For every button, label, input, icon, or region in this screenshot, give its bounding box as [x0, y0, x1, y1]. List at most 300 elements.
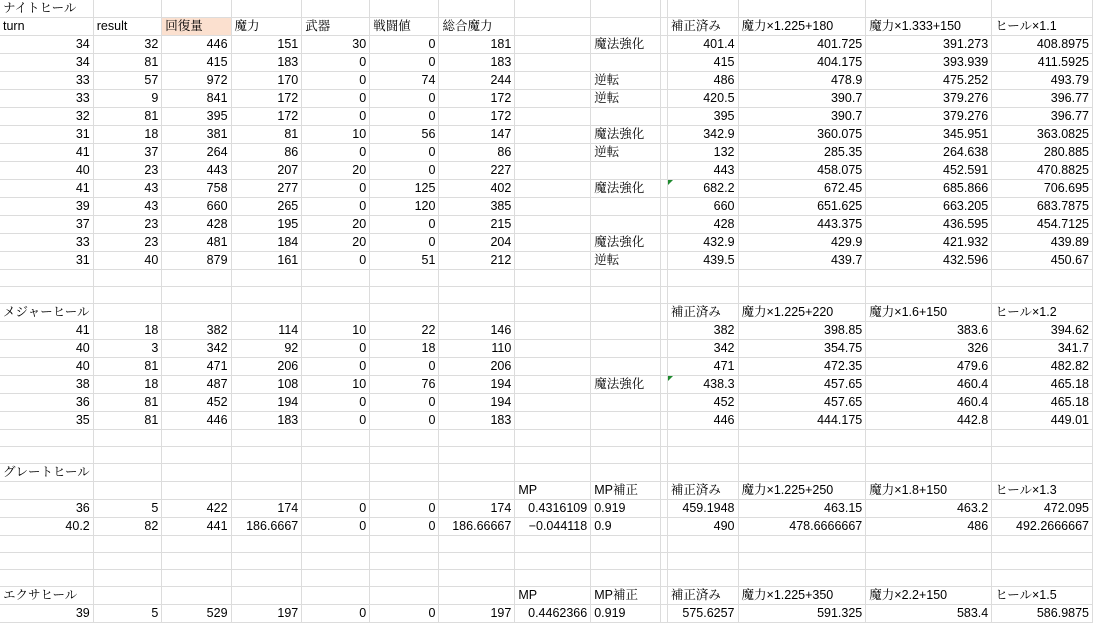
cell-A25[interactable]	[0, 430, 93, 447]
cell-D9[interactable]: 86	[231, 144, 302, 162]
cell-C32[interactable]	[162, 553, 231, 570]
cell-B31[interactable]	[93, 536, 162, 553]
cell-N34[interactable]: ヒール×1.5	[992, 587, 1093, 605]
cell-D23[interactable]: 194	[231, 394, 302, 412]
cell-F26[interactable]	[370, 447, 439, 464]
cell-C20[interactable]: 342	[162, 340, 231, 358]
cell-K32[interactable]	[667, 553, 738, 570]
cell-M17[interactable]	[866, 287, 992, 304]
cell-K4[interactable]: 415	[667, 54, 738, 72]
cell-C12[interactable]: 660	[162, 198, 231, 216]
cell-D17[interactable]	[231, 287, 302, 304]
cell-A29[interactable]: 36	[0, 500, 93, 518]
cell-L18[interactable]: 魔力×1.225+220	[738, 304, 866, 322]
cell-A11[interactable]: 41	[0, 180, 93, 198]
cell-N25[interactable]	[992, 430, 1093, 447]
cell-K9[interactable]: 132	[667, 144, 738, 162]
cell-I25[interactable]	[591, 430, 661, 447]
cell-G12[interactable]: 385	[439, 198, 515, 216]
cell-B19[interactable]: 18	[93, 322, 162, 340]
cell-B25[interactable]	[93, 430, 162, 447]
cell-K2[interactable]: 補正済み	[667, 18, 738, 36]
cell-K19[interactable]: 382	[667, 322, 738, 340]
cell-L26[interactable]	[738, 447, 866, 464]
cell-D28[interactable]	[231, 482, 302, 500]
comment-indicator-icon[interactable]	[668, 180, 673, 185]
cell-E35[interactable]: 0	[302, 605, 370, 623]
cell-H27[interactable]	[515, 464, 591, 482]
cell-J17[interactable]	[660, 287, 667, 304]
cell-K17[interactable]	[667, 287, 738, 304]
cell-H31[interactable]	[515, 536, 591, 553]
cell-K34[interactable]: 補正済み	[667, 587, 738, 605]
cell-E14[interactable]: 20	[302, 234, 370, 252]
cell-J26[interactable]	[660, 447, 667, 464]
cell-F31[interactable]	[370, 536, 439, 553]
cell-I30[interactable]: 0.9	[591, 518, 661, 536]
cell-C34[interactable]	[162, 587, 231, 605]
cell-F33[interactable]	[370, 570, 439, 587]
cell-N21[interactable]: 482.82	[992, 358, 1093, 376]
cell-I8[interactable]: 魔法強化	[591, 126, 661, 144]
cell-N7[interactable]: 396.77	[992, 108, 1093, 126]
cell-A8[interactable]: 31	[0, 126, 93, 144]
cell-I4[interactable]	[591, 54, 661, 72]
cell-M7[interactable]: 379.276	[866, 108, 992, 126]
cell-E31[interactable]	[302, 536, 370, 553]
cell-A34[interactable]: エクサヒール	[0, 587, 93, 605]
cell-K35[interactable]: 575.6257	[667, 605, 738, 623]
cell-F30[interactable]: 0	[370, 518, 439, 536]
cell-J23[interactable]	[660, 394, 667, 412]
cell-E6[interactable]: 0	[302, 90, 370, 108]
cell-H15[interactable]	[515, 252, 591, 270]
cell-I27[interactable]	[591, 464, 661, 482]
cell-G25[interactable]	[439, 430, 515, 447]
cell-M31[interactable]	[866, 536, 992, 553]
cell-M3[interactable]: 391.273	[866, 36, 992, 54]
cell-G15[interactable]: 212	[439, 252, 515, 270]
cell-B20[interactable]: 3	[93, 340, 162, 358]
cell-G33[interactable]	[439, 570, 515, 587]
cell-K11[interactable]	[667, 180, 738, 198]
cell-N26[interactable]	[992, 447, 1093, 464]
cell-A13[interactable]: 37	[0, 216, 93, 234]
cell-D24[interactable]: 183	[231, 412, 302, 430]
cell-I10[interactable]	[591, 162, 661, 180]
cell-G7[interactable]: 172	[439, 108, 515, 126]
cell-I13[interactable]	[591, 216, 661, 234]
cell-D32[interactable]	[231, 553, 302, 570]
cell-F32[interactable]	[370, 553, 439, 570]
cell-E15[interactable]: 0	[302, 252, 370, 270]
cell-B18[interactable]	[93, 304, 162, 322]
cell-J30[interactable]	[660, 518, 667, 536]
cell-D12[interactable]: 265	[231, 198, 302, 216]
cell-J12[interactable]	[660, 198, 667, 216]
cell-H10[interactable]	[515, 162, 591, 180]
cell-F35[interactable]: 0	[370, 605, 439, 623]
cell-E24[interactable]: 0	[302, 412, 370, 430]
cell-B5[interactable]: 57	[93, 72, 162, 90]
cell-J5[interactable]	[660, 72, 667, 90]
cell-M34[interactable]: 魔力×2.2+150	[866, 587, 992, 605]
cell-M29[interactable]: 463.2	[866, 500, 992, 518]
cell-H9[interactable]	[515, 144, 591, 162]
cell-N4[interactable]: 411.5925	[992, 54, 1093, 72]
cell-C15[interactable]: 879	[162, 252, 231, 270]
cell-I12[interactable]	[591, 198, 661, 216]
cell-N8[interactable]: 363.0825	[992, 126, 1093, 144]
cell-J18[interactable]	[660, 304, 667, 322]
cell-L31[interactable]	[738, 536, 866, 553]
cell-C11[interactable]: 758	[162, 180, 231, 198]
cell-C23[interactable]: 452	[162, 394, 231, 412]
cell-M20[interactable]: 326	[866, 340, 992, 358]
cell-C13[interactable]: 428	[162, 216, 231, 234]
cell-A14[interactable]: 33	[0, 234, 93, 252]
cell-G17[interactable]	[439, 287, 515, 304]
cell-J14[interactable]	[660, 234, 667, 252]
cell-M27[interactable]	[866, 464, 992, 482]
cell-J22[interactable]	[660, 376, 667, 394]
cell-M1[interactable]	[866, 0, 992, 18]
cell-C18[interactable]	[162, 304, 231, 322]
cell-E18[interactable]	[302, 304, 370, 322]
cell-G22[interactable]: 194	[439, 376, 515, 394]
cell-N5[interactable]: 493.79	[992, 72, 1093, 90]
cell-D22[interactable]: 108	[231, 376, 302, 394]
cell-D20[interactable]: 92	[231, 340, 302, 358]
cell-C7[interactable]: 395	[162, 108, 231, 126]
cell-H25[interactable]	[515, 430, 591, 447]
cell-A10[interactable]: 40	[0, 162, 93, 180]
cell-I16[interactable]	[591, 270, 661, 287]
cell-M22[interactable]: 460.4	[866, 376, 992, 394]
cell-G5[interactable]: 244	[439, 72, 515, 90]
cell-I2[interactable]	[591, 18, 661, 36]
cell-D35[interactable]: 197	[231, 605, 302, 623]
cell-B35[interactable]: 5	[93, 605, 162, 623]
cell-B27[interactable]	[93, 464, 162, 482]
cell-J15[interactable]	[660, 252, 667, 270]
cell-H28[interactable]: MP	[515, 482, 591, 500]
cell-A26[interactable]	[0, 447, 93, 464]
cell-G24[interactable]: 183	[439, 412, 515, 430]
cell-L8[interactable]: 360.075	[738, 126, 866, 144]
cell-F21[interactable]: 0	[370, 358, 439, 376]
cell-F18[interactable]	[370, 304, 439, 322]
cell-B28[interactable]	[93, 482, 162, 500]
cell-M14[interactable]: 421.932	[866, 234, 992, 252]
cell-G9[interactable]: 86	[439, 144, 515, 162]
cell-N20[interactable]: 341.7	[992, 340, 1093, 358]
cell-N16[interactable]	[992, 270, 1093, 287]
cell-M28[interactable]: 魔力×1.8+150	[866, 482, 992, 500]
cell-J31[interactable]	[660, 536, 667, 553]
cell-L16[interactable]	[738, 270, 866, 287]
cell-B1[interactable]	[93, 0, 162, 18]
cell-F28[interactable]	[370, 482, 439, 500]
cell-K25[interactable]	[667, 430, 738, 447]
cell-K13[interactable]: 428	[667, 216, 738, 234]
cell-F2[interactable]: 戦闘値	[370, 18, 439, 36]
cell-G21[interactable]: 206	[439, 358, 515, 376]
cell-G3[interactable]: 181	[439, 36, 515, 54]
cell-K1[interactable]	[667, 0, 738, 18]
cell-H29[interactable]: 0.4316109	[515, 500, 591, 518]
cell-E29[interactable]: 0	[302, 500, 370, 518]
cell-L20[interactable]: 354.75	[738, 340, 866, 358]
cell-N15[interactable]: 450.67	[992, 252, 1093, 270]
cell-A31[interactable]	[0, 536, 93, 553]
cell-C30[interactable]: 441	[162, 518, 231, 536]
cell-L25[interactable]	[738, 430, 866, 447]
cell-J3[interactable]	[660, 36, 667, 54]
cell-C8[interactable]: 381	[162, 126, 231, 144]
cell-N17[interactable]	[992, 287, 1093, 304]
cell-C1[interactable]	[162, 0, 231, 18]
cell-E8[interactable]: 10	[302, 126, 370, 144]
cell-J20[interactable]	[660, 340, 667, 358]
cell-N23[interactable]: 465.18	[992, 394, 1093, 412]
cell-I11[interactable]: 魔法強化	[591, 180, 661, 198]
cell-H17[interactable]	[515, 287, 591, 304]
cell-C27[interactable]	[162, 464, 231, 482]
cell-N24[interactable]: 449.01	[992, 412, 1093, 430]
cell-M23[interactable]: 460.4	[866, 394, 992, 412]
cell-C16[interactable]	[162, 270, 231, 287]
cell-E27[interactable]	[302, 464, 370, 482]
cell-J7[interactable]	[660, 108, 667, 126]
cell-D31[interactable]	[231, 536, 302, 553]
cell-L1[interactable]	[738, 0, 866, 18]
cell-A4[interactable]: 34	[0, 54, 93, 72]
cell-D26[interactable]	[231, 447, 302, 464]
cell-N12[interactable]: 683.7875	[992, 198, 1093, 216]
cell-I21[interactable]	[591, 358, 661, 376]
cell-C22[interactable]: 487	[162, 376, 231, 394]
cell-F7[interactable]: 0	[370, 108, 439, 126]
cell-M32[interactable]	[866, 553, 992, 570]
cell-J6[interactable]	[660, 90, 667, 108]
cell-K5[interactable]: 486	[667, 72, 738, 90]
cell-H2[interactable]	[515, 18, 591, 36]
cell-B23[interactable]: 81	[93, 394, 162, 412]
cell-J2[interactable]	[660, 18, 667, 36]
cell-E33[interactable]	[302, 570, 370, 587]
cell-K14[interactable]: 432.9	[667, 234, 738, 252]
cell-E12[interactable]: 0	[302, 198, 370, 216]
cell-K12[interactable]: 660	[667, 198, 738, 216]
cell-K3[interactable]: 401.4	[667, 36, 738, 54]
cell-J1[interactable]	[660, 0, 667, 18]
cell-F12[interactable]: 120	[370, 198, 439, 216]
cell-M19[interactable]: 383.6	[866, 322, 992, 340]
cell-E20[interactable]: 0	[302, 340, 370, 358]
cell-L2[interactable]: 魔力×1.225+180	[738, 18, 866, 36]
cell-A17[interactable]	[0, 287, 93, 304]
cell-L17[interactable]	[738, 287, 866, 304]
cell-G13[interactable]: 215	[439, 216, 515, 234]
cell-B32[interactable]	[93, 553, 162, 570]
cell-C24[interactable]: 446	[162, 412, 231, 430]
cell-L23[interactable]: 457.65	[738, 394, 866, 412]
cell-H7[interactable]	[515, 108, 591, 126]
cell-N9[interactable]: 280.885	[992, 144, 1093, 162]
cell-F5[interactable]: 74	[370, 72, 439, 90]
cell-K18[interactable]: 補正済み	[667, 304, 738, 322]
cell-L7[interactable]: 390.7	[738, 108, 866, 126]
cell-H8[interactable]	[515, 126, 591, 144]
cell-K6[interactable]: 420.5	[667, 90, 738, 108]
cell-D2[interactable]: 魔力	[231, 18, 302, 36]
cell-E21[interactable]: 0	[302, 358, 370, 376]
cell-F3[interactable]: 0	[370, 36, 439, 54]
cell-I15[interactable]: 逆転	[591, 252, 661, 270]
cell-H18[interactable]	[515, 304, 591, 322]
cell-B16[interactable]	[93, 270, 162, 287]
cell-N32[interactable]	[992, 553, 1093, 570]
cell-H32[interactable]	[515, 553, 591, 570]
cell-D5[interactable]: 170	[231, 72, 302, 90]
cell-F10[interactable]: 0	[370, 162, 439, 180]
cell-L14[interactable]: 429.9	[738, 234, 866, 252]
cell-K7[interactable]: 395	[667, 108, 738, 126]
cell-J21[interactable]	[660, 358, 667, 376]
cell-G16[interactable]	[439, 270, 515, 287]
cell-L3[interactable]: 401.725	[738, 36, 866, 54]
cell-N3[interactable]: 408.8975	[992, 36, 1093, 54]
cell-F6[interactable]: 0	[370, 90, 439, 108]
cell-B9[interactable]: 37	[93, 144, 162, 162]
cell-C35[interactable]: 529	[162, 605, 231, 623]
cell-L10[interactable]: 458.075	[738, 162, 866, 180]
cell-E22[interactable]: 10	[302, 376, 370, 394]
cell-I18[interactable]	[591, 304, 661, 322]
cell-E9[interactable]: 0	[302, 144, 370, 162]
cell-N19[interactable]: 394.62	[992, 322, 1093, 340]
cell-D7[interactable]: 172	[231, 108, 302, 126]
cell-E13[interactable]: 20	[302, 216, 370, 234]
cell-N27[interactable]	[992, 464, 1093, 482]
cell-A35[interactable]: 39	[0, 605, 93, 623]
cell-A28[interactable]	[0, 482, 93, 500]
cell-D18[interactable]	[231, 304, 302, 322]
cell-F15[interactable]: 51	[370, 252, 439, 270]
cell-D15[interactable]: 161	[231, 252, 302, 270]
cell-H16[interactable]	[515, 270, 591, 287]
cell-G10[interactable]: 227	[439, 162, 515, 180]
cell-A20[interactable]: 40	[0, 340, 93, 358]
cell-J11[interactable]	[660, 180, 667, 198]
cell-J10[interactable]	[660, 162, 667, 180]
cell-H6[interactable]	[515, 90, 591, 108]
cell-B21[interactable]: 81	[93, 358, 162, 376]
cell-B33[interactable]	[93, 570, 162, 587]
cell-D6[interactable]: 172	[231, 90, 302, 108]
cell-J13[interactable]	[660, 216, 667, 234]
cell-E28[interactable]	[302, 482, 370, 500]
cell-A1[interactable]: ナイトヒール	[0, 0, 93, 18]
cell-M8[interactable]: 345.951	[866, 126, 992, 144]
cell-J27[interactable]	[660, 464, 667, 482]
cell-D34[interactable]	[231, 587, 302, 605]
cell-F13[interactable]: 0	[370, 216, 439, 234]
cell-F25[interactable]	[370, 430, 439, 447]
cell-N13[interactable]: 454.7125	[992, 216, 1093, 234]
cell-B29[interactable]: 5	[93, 500, 162, 518]
cell-A18[interactable]: メジャーヒール	[0, 304, 93, 322]
cell-K26[interactable]	[667, 447, 738, 464]
cell-K30[interactable]: 490	[667, 518, 738, 536]
cell-C6[interactable]: 841	[162, 90, 231, 108]
cell-A33[interactable]	[0, 570, 93, 587]
cell-D29[interactable]: 174	[231, 500, 302, 518]
cell-F16[interactable]	[370, 270, 439, 287]
cell-B15[interactable]: 40	[93, 252, 162, 270]
cell-I14[interactable]: 魔法強化	[591, 234, 661, 252]
cell-K10[interactable]: 443	[667, 162, 738, 180]
cell-G35[interactable]: 197	[439, 605, 515, 623]
cell-A27[interactable]: グレートヒール	[0, 464, 93, 482]
cell-F34[interactable]	[370, 587, 439, 605]
cell-H22[interactable]	[515, 376, 591, 394]
cell-L29[interactable]: 463.15	[738, 500, 866, 518]
cell-L4[interactable]: 404.175	[738, 54, 866, 72]
cell-I28[interactable]: MP補正	[591, 482, 661, 500]
cell-A15[interactable]: 31	[0, 252, 93, 270]
cell-I3[interactable]: 魔法強化	[591, 36, 661, 54]
cell-B26[interactable]	[93, 447, 162, 464]
cell-D11[interactable]: 277	[231, 180, 302, 198]
cell-M11[interactable]: 685.866	[866, 180, 992, 198]
cell-D30[interactable]: 186.6667	[231, 518, 302, 536]
cell-N35[interactable]: 586.9875	[992, 605, 1093, 623]
cell-B8[interactable]: 18	[93, 126, 162, 144]
cell-J4[interactable]	[660, 54, 667, 72]
cell-C19[interactable]: 382	[162, 322, 231, 340]
cell-L6[interactable]: 390.7	[738, 90, 866, 108]
cell-L21[interactable]: 472.35	[738, 358, 866, 376]
cell-E25[interactable]	[302, 430, 370, 447]
cell-G20[interactable]: 110	[439, 340, 515, 358]
cell-M35[interactable]: 583.4	[866, 605, 992, 623]
cell-C29[interactable]: 422	[162, 500, 231, 518]
cell-I19[interactable]	[591, 322, 661, 340]
cell-E23[interactable]: 0	[302, 394, 370, 412]
cell-C33[interactable]	[162, 570, 231, 587]
cell-F27[interactable]	[370, 464, 439, 482]
cell-H30[interactable]: −0.044118	[515, 518, 591, 536]
cell-A24[interactable]: 35	[0, 412, 93, 430]
cell-A32[interactable]	[0, 553, 93, 570]
cell-M26[interactable]	[866, 447, 992, 464]
cell-K16[interactable]	[667, 270, 738, 287]
cell-M16[interactable]	[866, 270, 992, 287]
cell-G30[interactable]: 186.66667	[439, 518, 515, 536]
cell-N28[interactable]: ヒール×1.3	[992, 482, 1093, 500]
cell-I32[interactable]	[591, 553, 661, 570]
cell-G26[interactable]	[439, 447, 515, 464]
cell-C21[interactable]: 471	[162, 358, 231, 376]
cell-G8[interactable]: 147	[439, 126, 515, 144]
cell-F23[interactable]: 0	[370, 394, 439, 412]
cell-K31[interactable]	[667, 536, 738, 553]
cell-B7[interactable]: 81	[93, 108, 162, 126]
cell-J16[interactable]	[660, 270, 667, 287]
cell-F29[interactable]: 0	[370, 500, 439, 518]
